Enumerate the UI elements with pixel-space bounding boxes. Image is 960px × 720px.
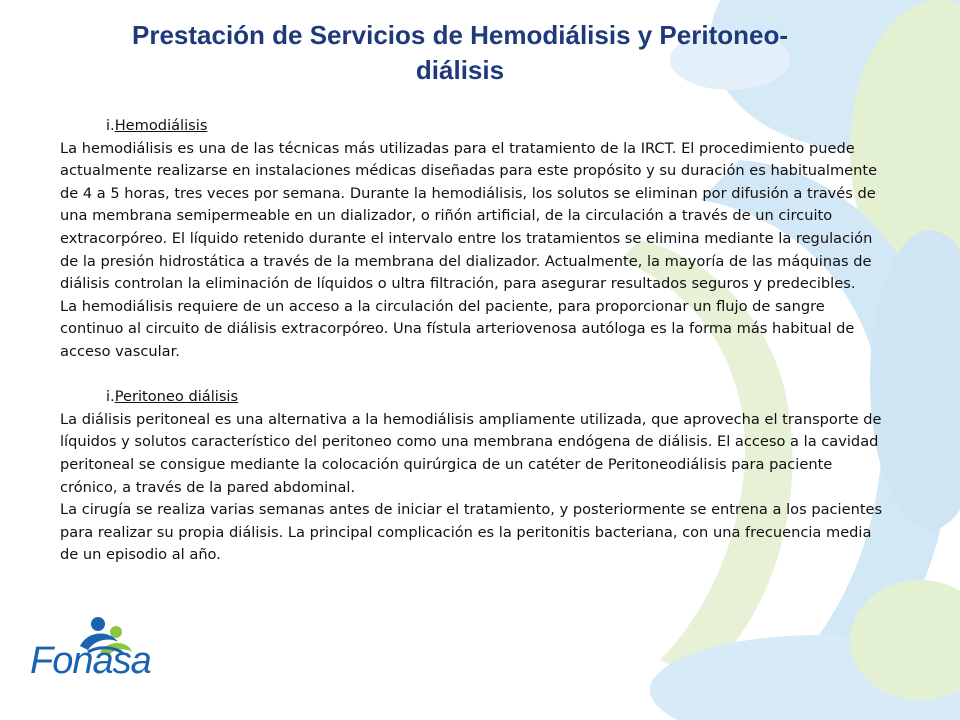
section-heading-peritoneo (60, 386, 890, 409)
section-heading-text: Peritoneo diálisis (114, 388, 239, 406)
paragraph: La cirugía se realiza varias semanas antes de iniciar el tratamiento, y posteriormente se entrena a los pacientes para realizar su propia diálisis. La principal complicación es la peritonitis bacteriana, con una frecuencia media de un episodio al año. (60, 501, 883, 564)
section-heading-text: Hemodiálisis (114, 117, 208, 134)
paragraph: La diálisis peritoneal es una alternativa a la hemodiálisis ampliamente utilizada, que aprovecha el transporte de líquidos y solutos característico del peritoneo como una membrana endógena de diálisis. El acceso a la cavidad peritoneal se consigue mediante la colocación quirúrgica de un catéter de Peritoneodiálisis para paciente crónico, a través de la pared abdominal. (60, 410, 882, 496)
page-title: Prestación de Servicios de Hemodiálisis y Peritoneo-diálisis (131, 20, 789, 85)
document-body (60, 115, 890, 567)
paragraph: La hemodiálisis es una de las técnicas más utilizadas para el tratamiento de la IRCT. El procedimiento puede actualmente realizarse en instalaciones médicas diseñadas para este propósito y su duración es habitualmente de 4 a 5 horas, tres veces por semana. Durante la hemodiálisis, los solutos se eliminan por difusión a través de una membrana semipermeable en un dializador, o riñón artificial, de la circulación a través de un circuito extracorpóreo. El líquido retenido durante el intervalo entre los tratamientos se elimina mediante la regulación de la presión hidrostática a través de la membrana del dializador. Actualmente, la mayoría de las máquinas de diálisis controlan la eliminación de líquidos o ultra filtración, para asegurar resultados seguros y predecibles. (60, 139, 878, 293)
logo-wordmark: Fonasa (30, 640, 151, 682)
section-marker: i. (106, 117, 115, 134)
spacer (60, 364, 890, 387)
section-marker: i. (106, 388, 115, 406)
paragraph: La hemodiálisis requiere de un acceso a la circulación del paciente, para proporcionar un flujo de sangre continuo al circuito de diálisis extracorpóreo. Una fístula arteriovenosa autóloga es la forma más habitual de acceso vascular. (60, 297, 855, 360)
section-heading-hemodialisis (60, 115, 890, 138)
